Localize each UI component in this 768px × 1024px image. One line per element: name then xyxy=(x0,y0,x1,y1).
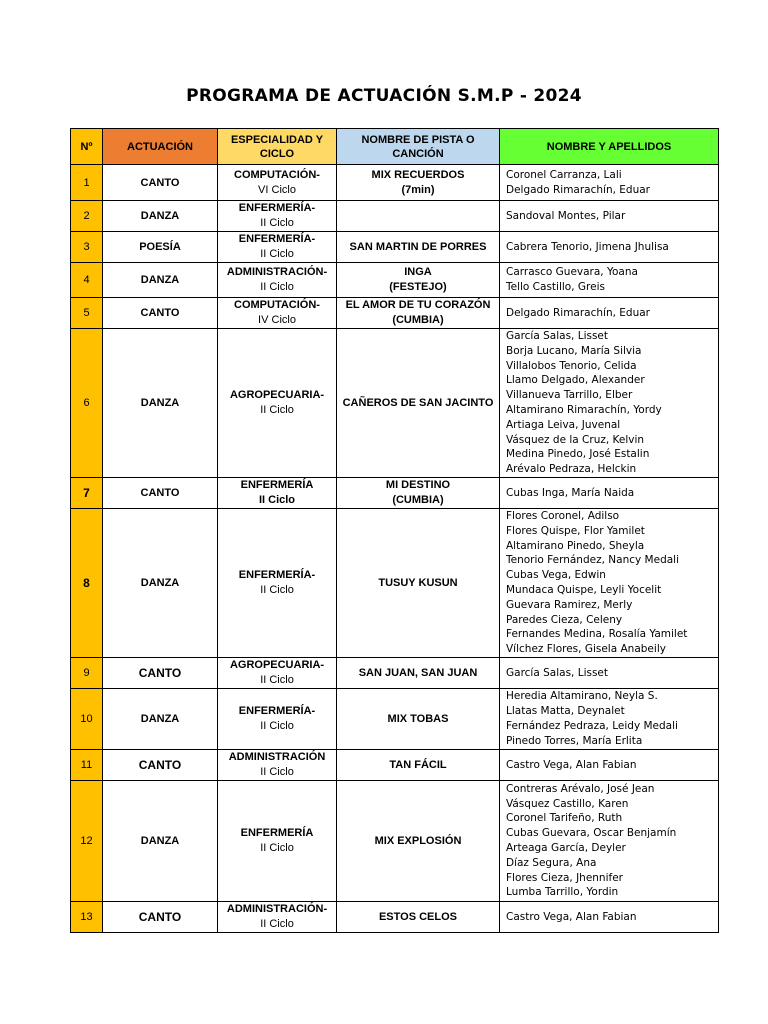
participant-name: García Salas, Lisset xyxy=(506,666,609,679)
especialidad-name: AGROPECUARIA- xyxy=(229,389,325,401)
header-pista: NOMBRE DE PISTA O CANCIÓN xyxy=(337,129,500,165)
actuacion-cell: CANTO xyxy=(103,658,218,689)
table-row xyxy=(71,232,719,263)
participant-name: Paredes Cieza, Celeny xyxy=(506,613,623,626)
participant-name: Lumba Tarrillo, Yordin xyxy=(506,886,619,899)
names-cell xyxy=(500,263,719,298)
especialidad-name: ENFERMERÍA xyxy=(240,479,314,491)
song-line: SAN MARTIN DE PORRES xyxy=(349,240,487,253)
participant-name: Díaz Segura, Ana xyxy=(506,856,597,869)
song-cell xyxy=(337,689,500,750)
row-number: 10 xyxy=(71,689,103,750)
names-cell xyxy=(500,750,719,781)
actuacion-cell: CANTO xyxy=(103,902,218,933)
song-line: MIX TOBAS xyxy=(387,712,449,725)
especialidad-cell xyxy=(218,201,337,232)
names-cell xyxy=(500,329,719,478)
song-line: TUSUY KUSUN xyxy=(378,576,458,589)
ciclo-label: II Ciclo xyxy=(258,494,296,506)
song-cell xyxy=(337,658,500,689)
especialidad-cell xyxy=(218,329,337,478)
participant-name: Flores Cieza, Jhennifer xyxy=(506,871,623,884)
names-cell xyxy=(500,232,719,263)
song-line: MIX RECUERDOS xyxy=(371,168,465,181)
names-cell xyxy=(500,781,719,902)
participant-name: Guevara Ramirez, Merly xyxy=(506,598,633,611)
participant-name: Flores Quispe, Flor Yamilet xyxy=(506,524,645,537)
table-row xyxy=(71,165,719,201)
participant-name: Flores Coronel, Adilso xyxy=(506,510,620,523)
especialidad-name: ENFERMERÍA xyxy=(240,827,314,839)
names-cell xyxy=(500,902,719,933)
song-line: TAN FÁCIL xyxy=(389,758,447,771)
song-line: (CUMBIA) xyxy=(392,494,444,506)
participant-name: Cubas Guevara, Oscar Benjamín xyxy=(506,827,677,840)
participant-name: Vásquez Castillo, Karen xyxy=(506,797,629,810)
header-nombres: NOMBRE Y APELLIDOS xyxy=(500,129,719,165)
document-title: PROGRAMA DE ACTUACIÓN S.M.P - 2024 xyxy=(186,86,582,106)
participant-name: Medina Pinedo, José Estalin xyxy=(506,448,650,461)
row-number: 13 xyxy=(71,902,103,933)
song-line: (FESTEJO) xyxy=(389,281,447,293)
song-line: INGA xyxy=(404,266,432,278)
participant-name: Sandoval Montes, Pilar xyxy=(506,209,626,222)
participant-name: Delgado Rimarachín, Eduar xyxy=(506,306,650,319)
row-number: 5 xyxy=(71,298,103,329)
song-line: EL AMOR DE TU CORAZÓN xyxy=(345,299,491,311)
row-number: 1 xyxy=(71,165,103,201)
table-row xyxy=(71,902,719,933)
especialidad-cell xyxy=(218,750,337,781)
participant-name: Altamirano Pinedo, Sheyla xyxy=(506,539,645,552)
actuacion-cell: DANZA xyxy=(103,201,218,232)
especialidad-name: COMPUTACIÓN- xyxy=(234,299,320,311)
especialidad-cell xyxy=(218,658,337,689)
participant-name: Pinedo Torres, María Erlita xyxy=(506,734,643,747)
header-num: Nº xyxy=(71,129,103,165)
row-number: 12 xyxy=(71,781,103,902)
song-cell xyxy=(337,750,500,781)
participant-name: Delgado Rimarachín, Eduar xyxy=(506,183,650,196)
especialidad-name: COMPUTACIÓN- xyxy=(234,168,320,181)
participant-name: Cabrera Tenorio, Jimena Jhulisa xyxy=(506,240,669,253)
especialidad-cell xyxy=(218,902,337,933)
performance-table xyxy=(70,128,719,933)
actuacion-cell: DANZA xyxy=(103,781,218,902)
names-cell xyxy=(500,165,719,201)
song-cell xyxy=(337,165,500,201)
song-cell xyxy=(337,201,500,232)
participant-name: Coronel Tarifeño, Ruth xyxy=(506,812,623,825)
participant-name: Fernández Pedraza, Leidy Medali xyxy=(506,720,678,732)
song-cell xyxy=(337,263,500,298)
row-number: 8 xyxy=(71,509,103,658)
participant-name: Cubas Vega, Edwin xyxy=(506,569,606,582)
participant-name: Arteaga García, Deyler xyxy=(506,842,626,854)
song-line: (7min) xyxy=(401,183,435,196)
song-line: MI DESTINO xyxy=(385,479,451,491)
song-cell xyxy=(337,329,500,478)
participant-name: Fernandes Medina, Rosalía Yamilet xyxy=(506,628,688,641)
especialidad-name: ENFERMERÍA- xyxy=(238,233,316,245)
ciclo-label: II Ciclo xyxy=(260,248,294,260)
especialidad-name: ENFERMERÍA- xyxy=(238,202,316,214)
row-number: 6 xyxy=(71,329,103,478)
participant-name: Contreras Arévalo, José Jean xyxy=(506,782,655,795)
table-row xyxy=(71,263,719,298)
participant-name: Llatas Matta, Deynalet xyxy=(506,705,625,718)
song-cell xyxy=(337,781,500,902)
especialidad-name: ADMINISTRACIÓN xyxy=(228,751,326,763)
actuacion-cell: CANTO xyxy=(103,165,218,201)
especialidad-cell xyxy=(218,232,337,263)
participant-name: Vílchez Flores, Gisela Anabeily xyxy=(506,643,666,656)
row-number: 11 xyxy=(71,750,103,781)
song-line: SAN JUAN, SAN JUAN xyxy=(358,666,478,679)
ciclo-label: II Ciclo xyxy=(260,720,294,732)
song-cell xyxy=(337,298,500,329)
especialidad-cell xyxy=(218,165,337,201)
header-row xyxy=(71,129,719,165)
participant-name: Tello Castillo, Greis xyxy=(506,281,605,293)
header-especialidad: ESPECIALIDAD Y CICLO xyxy=(218,129,337,165)
actuacion-cell: DANZA xyxy=(103,689,218,750)
song-line: ESTOS CELOS xyxy=(378,910,458,923)
row-number: 7 xyxy=(71,478,103,509)
song-cell xyxy=(337,232,500,263)
ciclo-label: IV Ciclo xyxy=(258,314,296,326)
names-cell xyxy=(500,478,719,509)
actuacion-cell: CANTO xyxy=(103,298,218,329)
participant-name: Castro Vega, Alan Fabian xyxy=(506,758,637,771)
ciclo-label: II Ciclo xyxy=(260,404,294,416)
names-cell xyxy=(500,298,719,329)
participant-name: Carrasco Guevara, Yoana xyxy=(506,266,638,279)
participant-name: García Salas, Lisset xyxy=(506,330,609,343)
especialidad-cell xyxy=(218,478,337,509)
names-cell xyxy=(500,509,719,658)
especialidad-cell xyxy=(218,689,337,750)
song-line: MIX EXPLOSIÓN xyxy=(374,834,462,847)
especialidad-name: AGROPECUARIA- xyxy=(229,659,325,671)
ciclo-label: II Ciclo xyxy=(260,674,294,686)
participant-name: Heredia Altamirano, Neyla S. xyxy=(506,690,658,703)
especialidad-name: ENFERMERÍA- xyxy=(238,569,316,581)
actuacion-cell: DANZA xyxy=(103,263,218,298)
participant-name: Cubas Inga, María Naida xyxy=(506,486,635,499)
song-cell xyxy=(337,478,500,509)
song-cell xyxy=(337,509,500,658)
participant-name: Artiaga Leiva, Juvenal xyxy=(506,418,621,431)
actuacion-cell: POESÍA xyxy=(103,232,218,263)
table-row xyxy=(71,478,719,509)
row-number: 9 xyxy=(71,658,103,689)
participant-name: Llamo Delgado, Alexander xyxy=(506,374,645,387)
participant-name: Altamirano Rimarachín, Yordy xyxy=(506,404,662,416)
names-cell xyxy=(500,658,719,689)
table-row xyxy=(71,298,719,329)
ciclo-label: VI Ciclo xyxy=(258,183,296,196)
participant-name: Villalobos Tenorio, Celida xyxy=(506,359,637,372)
ciclo-label: II Ciclo xyxy=(260,584,294,596)
especialidad-name: ADMINISTRACIÓN- xyxy=(226,903,328,915)
table-row xyxy=(71,329,719,478)
actuacion-cell: DANZA xyxy=(103,329,218,478)
ciclo-label: II Ciclo xyxy=(260,766,294,778)
names-cell xyxy=(500,689,719,750)
table-row xyxy=(71,509,719,658)
row-number: 2 xyxy=(71,201,103,232)
participant-name: Castro Vega, Alan Fabian xyxy=(506,910,637,923)
table-row xyxy=(71,781,719,902)
especialidad-cell xyxy=(218,298,337,329)
ciclo-label: II Ciclo xyxy=(260,281,294,293)
table-row xyxy=(71,689,719,750)
participant-name: Tenorio Fernández, Nancy Medali xyxy=(506,554,679,567)
participant-name: Mundaca Quispe, Leyli Yocelit xyxy=(506,584,662,596)
especialidad-name: ENFERMERÍA- xyxy=(238,705,316,717)
actuacion-cell: CANTO xyxy=(103,478,218,509)
actuacion-cell: CANTO xyxy=(103,750,218,781)
especialidad-name: ADMINISTRACIÓN- xyxy=(226,266,328,278)
especialidad-cell xyxy=(218,263,337,298)
table-row xyxy=(71,750,719,781)
table-row xyxy=(71,658,719,689)
song-line: (CUMBIA) xyxy=(392,314,444,326)
actuacion-cell: DANZA xyxy=(103,509,218,658)
names-cell xyxy=(500,201,719,232)
ciclo-label: II Ciclo xyxy=(260,217,294,229)
especialidad-cell xyxy=(218,781,337,902)
song-cell xyxy=(337,902,500,933)
table-row xyxy=(71,201,719,232)
especialidad-cell xyxy=(218,509,337,658)
row-number: 3 xyxy=(71,232,103,263)
participant-name: Borja Lucano, María Silvia xyxy=(506,344,642,357)
ciclo-label: II Ciclo xyxy=(260,842,294,854)
ciclo-label: II Ciclo xyxy=(260,918,294,930)
song-line: CAÑEROS DE SAN JACINTO xyxy=(342,396,494,409)
header-actuacion: ACTUACIÓN xyxy=(103,129,218,165)
participant-name: Arévalo Pedraza, Helckin xyxy=(506,463,637,476)
participant-name: Vásquez de la Cruz, Kelvin xyxy=(506,433,645,446)
row-number: 4 xyxy=(71,263,103,298)
participant-name: Villanueva Tarrillo, Elber xyxy=(506,389,633,402)
participant-name: Coronel Carranza, Lali xyxy=(506,168,622,181)
